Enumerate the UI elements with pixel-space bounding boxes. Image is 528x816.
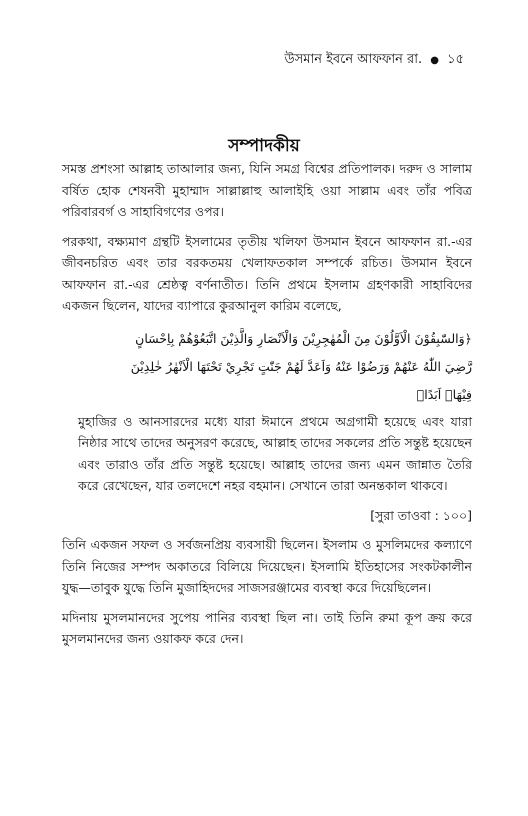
paragraph-well: মদিনায় মুসলমানদের সুপেয় পানির ব্যবস্থা ছিল না। তাই তিনি রুমা কূপ ক্রয় করে মুসলমানদের জন্য ওয়াকফ করে দেন। bbox=[62, 609, 472, 646]
page-number: ১৫ bbox=[447, 52, 464, 67]
page-title: সম্পাদকীয় bbox=[228, 136, 300, 156]
quran-verse-line-3: فِيْهَاۤ اَبَدًا﴾ bbox=[416, 386, 472, 402]
quran-verse-line-2: رَّضِيَ اللّٰهُ عَنْهُمْ وَرَضُوْا عَنْهُ وَاَعَدَّ لَهُمْ جَنّٰتٍ تَجْرِيْ تَحْتَهَا الْاَنْهٰرُ خٰلِدِيْنَ bbox=[130, 358, 472, 374]
running-title: উসমান ইবনে আফফান রা. bbox=[284, 52, 423, 67]
verse-reference: [সুরা তাওবা : ১০০] bbox=[370, 507, 472, 523]
paragraph-merchant: তিনি একজন সফল ও সর্বজনপ্রিয় ব্যবসায়ী ছিলেন। ইসলাম ও মুসলিমদের কল্যাণে তিনি নিজের সম্পদ অকাতরে বিলিয়ে দিয়েছেন। ইসলামি ইতিহাসের সংকটকালীন যুদ্ধ—তাবুক যুদ্ধে তিনি মুজাহিদদের সাজসরঞ্জামের ব্যবস্থা করে দিয়েছিলেন। bbox=[62, 537, 472, 595]
bullet-separator: ● bbox=[430, 55, 439, 66]
paragraph-intro: পরকথা, বক্ষ্যমাণ গ্রন্থটি ইসলামের তৃতীয় খলিফা উসমান ইবনে আফফান রা.-এর জীবনচরিত এবং তার বরকতময় খেলাফতকাল সম্পর্কে রচিত। উসমান ইবনে আফফান রা.-এর শ্রেষ্ঠত্ব বর্ণনাতীত। তিনি প্রথমে ইসলাম গ্রহণকারী সাহাবিদের একজন ছিলেন, যাদের ব্যাপারে কুরআনুল কারিম বলেছে, bbox=[62, 233, 472, 313]
running-header bbox=[285, 50, 464, 71]
body-text bbox=[62, 158, 472, 658]
quran-verse-line-1: ﴿وَالسّٰبِقُوْنَ الْاَوَّلُوْنَ مِنَ الْمُهٰجِرِيْنَ وَالْاَنْصَارِ وَالَّذِيْنَ اتَّبَعُوْهُمْ بِاِحْسَانٍ bbox=[135, 330, 472, 346]
paragraph-praise: সমস্ত প্রশংসা আল্লাহ তাআলার জন্য, যিনি সমগ্র বিশ্বের প্রতিপালক। দরুদ ও সালাম বর্ষিত হোক শেষনবী মুহাম্মাদ সাল্লাল্লাহু আলাইহি ওয়া সাল্লাম এবং তাঁর পবিত্র পরিবারবর্গ ও সাহাবিগণের ওপর। bbox=[62, 161, 472, 219]
verse-translation: মুহাজির ও আনসারদের মধ্যে যারা ঈমানে প্রথমে অগ্রগামী হয়েছে এবং যারা নিষ্ঠার সাথে তাদের অনুসরণ করেছে, আল্লাহ তাদের সকলের প্রতি সন্তুষ্ট হয়েছেন এবং তারাও তাঁর প্রতি সন্তুষ্ট হয়েছে। আল্লাহ তাদের জন্য এমন জান্নাত তৈরি করে রেখেছেন, যার তলদেশে নহর বহমান। সেখানে তারা অনন্তকাল থাকবে। bbox=[78, 413, 472, 493]
quran-verse bbox=[62, 325, 472, 409]
